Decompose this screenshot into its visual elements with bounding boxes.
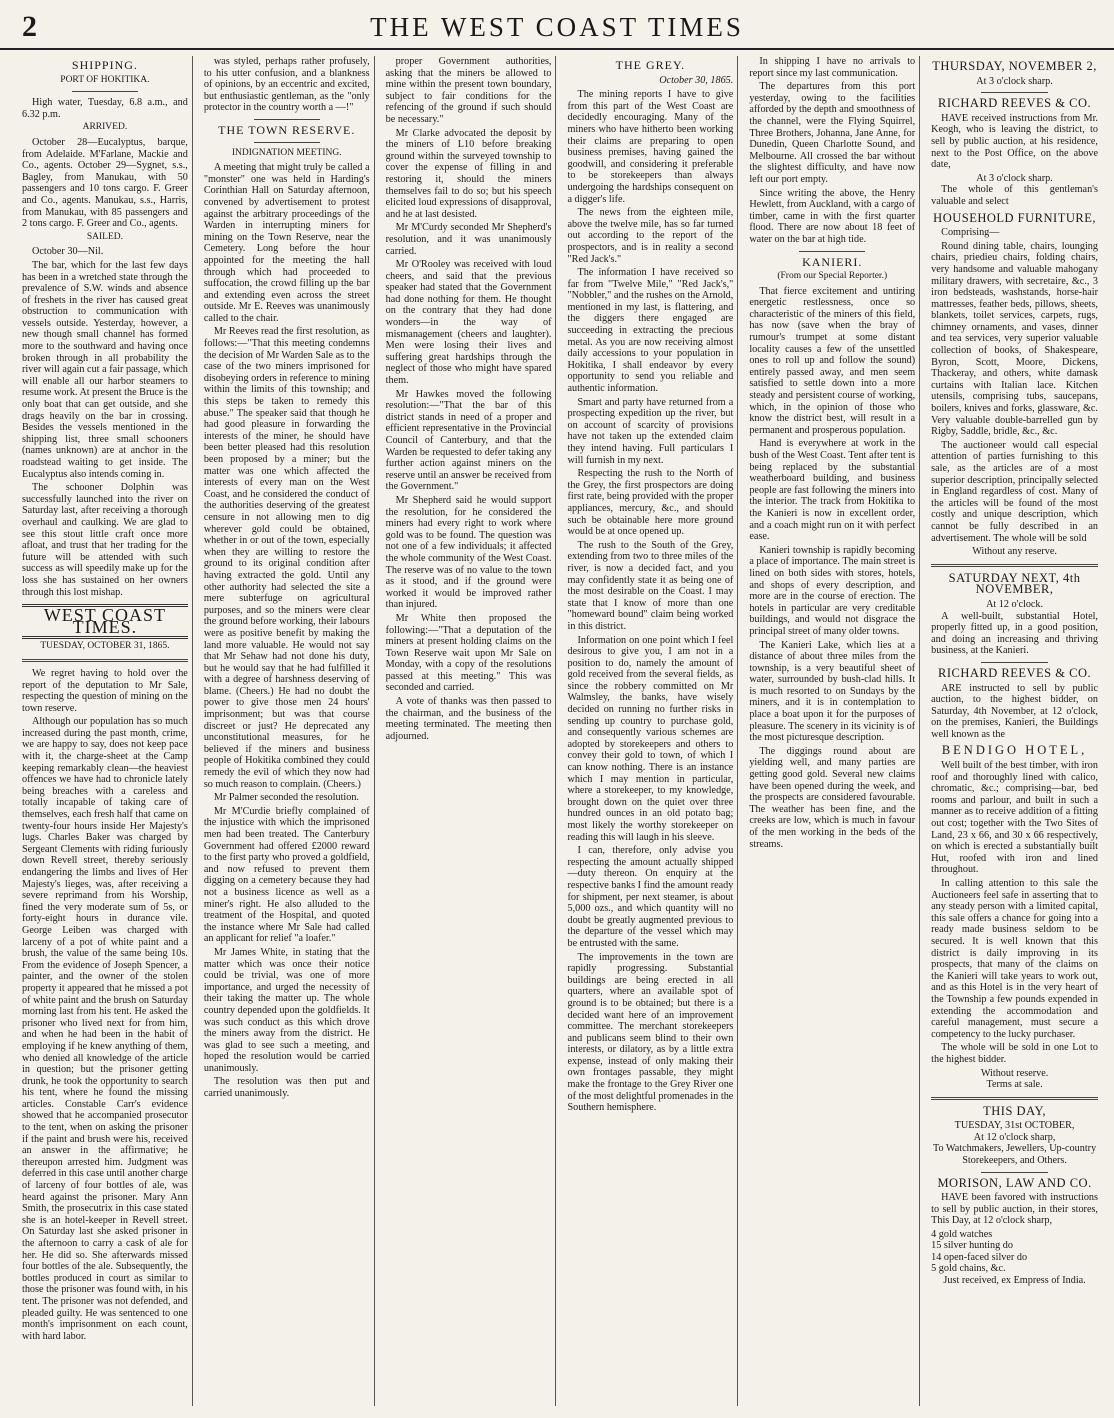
article-paragraph: The rush to the South of the Grey, extending from two to three miles of the river, is now a decided fact, and you may confidently state it as being one of the most desirable on the Coast. I may state that I know of more than one "homeward bound" claim being worked in this district.: [567, 539, 734, 632]
article-paragraph: proper Government authorities, asking that the miners be allowed to mine within the present town boundary, subject to fair conditions for the refencing of the ground if such should be necessary.": [385, 56, 552, 125]
ad-body: The whole of this gentleman's valuable and select: [931, 184, 1098, 207]
column-6: [927, 56, 1102, 1406]
article-paragraph: I can, therefore, only advise you respecting the amount actually shipped—duty thereon. On enquiry at the respective banks I find the amount ready for shipment, per next steamer, is about 5,000 ozs., and which quantity will no doubt be greatly augmented previous to the departure of the vessel which may be entrusted with the same.: [567, 845, 734, 949]
masthead: [0, 0, 1114, 50]
ad-item: 5 gold chains, &c.: [931, 1263, 1006, 1275]
ad-body: Well built of the best timber, with iron roof and thoroughly lined with calico, chromatic, &c.; comprising—bar, bed rooms and parlour, and built in such a manner as to receive addition of a fitting out cost; together with the Two Sites of Land, 23 x 66, and 30 x 66 respectively, on which is erected a substantially built Hut, roofed with iron and lined throughout.: [931, 760, 1098, 876]
article-paragraph: Mr Hawkes moved the following resolution:—"That the bar of this district stands in need of a proper and efficient representative in the Provincial Council of Canterbury, and that the Warden be requested to defer taking any further action against miners on the reserve until an answer be received from the Government.": [385, 388, 552, 493]
article-paragraph: Mr Clarke advocated the deposit by the miners of L10 before breaking ground within the surveyed township to cover the expense of filling in and restoring it, should the miners themselves fail to do so; but his speech elicited loud expressions of disapproval, and he at last desisted.: [385, 127, 552, 220]
divider: [931, 564, 1098, 567]
article-paragraph: Mr James White, in stating that the matter which was once their notice could be trivial, was one of more importance, and urged the necessity of their taking the matter up. The whole country depended upon the goldfields. It was such conduct as this which drove the miners away from the district. He was glad to see such a meeting, and hoped the resolution would be carried unanimously.: [203, 946, 370, 1074]
article-paragraph: Since writing the above, the Henry Hewlett, from Auckland, with a cargo of timber, came in with the first quarter flood. There are now about 18 feet of water on the bar at high tide.: [749, 187, 916, 245]
ad-title: HOUSEHOLD FURNITURE,: [933, 210, 1096, 225]
divider: [254, 119, 320, 120]
issue-date: TUESDAY, OCTOBER 31, 1865.: [40, 641, 170, 652]
article-paragraph: Information on one point which I feel desirous to give you, I am not in a position to do, namely the amount of gold received from the several fields, as since the robbery committed on Mr Walmsley, the banks, have wisely decided on running no further risks in sending up country to purchase gold, and consequently various schemes are adopted by storekeepers and others to convey their gold to town, of which I can know nothing. There is an instance which I may mention in particular, where a storekeeper, to my knowledge, brought down on the quiet over three hundred ounces in an old potato bag; most likely the worthy storekeeper on reading this will laugh in his sleeve.: [567, 634, 734, 843]
ad-body: HAVE received instructions from Mr. Keogh, who is leaving the district, to sell by public auction, at his residence, next to the Post Office, on the above date,: [931, 112, 1098, 171]
ad-items: Round dining table, chairs, lounging chairs, priedieu chairs, folding chairs, very handsome and valuable mahogany military drawers, with secretaire, &c., 3 iron bedsteads, washstands, horse-hair mattresses, feather beds, pillows, sheets, blankets, toilet services, carpets, rugs, chimney ornaments, and vases, dinner and tea services, very superior valuable collection of books, of Shakespeare, Byron, Scott, Moore, Dickens, Thackeray, and others, white damask curtains with Italian lace. Kitchen utensils, comprising tubs, saucepans, boilers, knives and forks, glassware, &c. Very valuable double-barrelled gun by Rigby, Saddle, bridle, &c., &c.: [931, 240, 1098, 438]
divider: [931, 1097, 1098, 1100]
article-paragraph: A vote of thanks was then passed to the chairman, and the business of the meeting terminated. The meeting then adjourned.: [385, 696, 552, 742]
shipping-paragraph: The bar, which for the last few days has been in a wretched state through the prevalence of S.W. winds and absence of freshets in the river has caused great obstruction to communication with vessels outside. Yesterday, however, a new though small channel has formed more to the southward and having once broken through in all probability the river will again cut a fair passage, which will enable all our harbor steamers to resume work. At present the Bruce is the only boat that can get outside, and she drags heavily on the bar in crossing. Besides the vessels mentioned in the shipping list, three small schooners (names unknown) are at anchor in the roadstead waiting to get inside. The Eucalyptus also intends coming in.: [22, 259, 188, 480]
article-paragraph: The mining reports I have to give from this part of the West Coast are decidedly encouraging. Many of the miners who have hitherto been working their claims are preparing to open business premises, having gained the goodwill, and considering it preferable to be storekeepers than always undergoing the hardships consequent on a digger's life.: [567, 89, 734, 205]
article-paragraph: In shipping I have no arrivals to report since my last communication.: [749, 56, 916, 79]
ad-item-list: [931, 1229, 1098, 1275]
column-5: [745, 56, 920, 1406]
article-paragraph: The improvements in the town are rapidly progressing. Substantial buildings are being erected in all quarters, where an available spot of ground is to be obtained; but there is a decided want here of an improvement committee. The merchant storekeepers and publicans seem blind to their own interests, or dilatory, as by a little extra expense, instead of only making their own frontages passable, they might make the frontage to the Grey River one of the most delightful promenades in the Southern hemisphere.: [567, 951, 734, 1114]
article-paragraph: That fierce excitement and untiring energetic restlessness, once so characteristic of the miners of this field, has now (save when the bray of rumour's trumpet at some distant locality causes a few of the unsettled ones to roll up and follow the sound) entirely passed away, and men seem satisfied to settle down into a more steady and persistent course of working, which, in the opinion of those who know the district best, will result in a permanent and prosperous population.: [749, 285, 916, 436]
editorial-paragraph: We regret having to hold over the report of the deputation to Mr Sale, respecting the question of mining on the town reserve.: [22, 667, 188, 714]
grey-date: October 30, 1865.: [659, 74, 734, 86]
ad-close: Just received, ex Empress of India.: [943, 1274, 1086, 1286]
article-paragraph: Mr White then proposed the following:—"That a deputation of the miners at present holding claims on the Town Reserve wait upon Mr Sale on Monday, with a copy of the resolutions passed at this meeting." This was seconded and carried.: [385, 612, 552, 694]
divider: [254, 142, 320, 143]
ad-date: TUESDAY, 31st OCTOBER,: [954, 1120, 1075, 1132]
article-paragraph: The news from the eighteen mile, above the twelve mile, has so far turned out according to the report of the prospectors, and is in reality a second "Red Jack's.": [567, 207, 734, 265]
arrived-text: October 28—Eucalyptus, barque, from Adelaide. M'Farlane, Mackie and Co., agents. October 29—Sygnet, s.s., Bagley, from Manukau, with 50 passengers and 10 tons cargo. F. Greer and Co., agents. Manukau, s.s., Harris, from Manukau, with 85 passengers and 2 tons cargo. F. Greer and Co., agents.: [22, 136, 188, 230]
town-reserve-heading: THE TOWN RESERVE.: [218, 122, 356, 137]
ad-date: SATURDAY NEXT, 4th NOVEMBER,: [948, 570, 1081, 597]
ad-note: In calling attention to this sale the Auctioneers feel safe in asserting that to any steady person with a limited capital, this sale offers a chance for going into a ready made business seldom to be secured. It is well known that this district is daily improving in its prospects, that many of the claims on the Kanieri will take years to work out, and as this Hotel is in the very heart of the Township a few pounds expended in extending the accommodation and careful management, must secure a competency to the lucky purchaser.: [931, 878, 1098, 1040]
sailed-text: October 30—Nil.: [32, 246, 104, 258]
arrived-label: ARRIVED.: [82, 122, 128, 133]
column-2: [200, 56, 375, 1406]
columns: [18, 56, 1102, 1406]
ad-note: The auctioneer would call especial attention of parties furnishing to this sale, as the articles are of a most superior description, principally selected in England regardless of cost. Many of the articles will be found of the most costly and unique description, which cannot be fully described in an advertisement. The whole will be sold: [931, 439, 1098, 544]
ad-item: 15 silver hunting do: [931, 1240, 1013, 1252]
ad-body: A well-built, substantial Hotel, properly fitted up, in a good position, and doing an increasing and thriving business, at the Kanieri.: [931, 610, 1098, 657]
ad-date: THIS DAY,: [983, 1103, 1046, 1118]
divider: [981, 92, 1048, 93]
ad-time: At 3 o'clock sharp.: [976, 75, 1053, 87]
article-paragraph: Mr M'Curdie briefly complained of the injustice with which the imprisoned men had been treated. The Canterbury Government had offered £2000 reward to the first party who proved a goldfield, and now refused to prevent them digging on a cemetery because they had not a business licence as well as a miner's right. He also alluded to the treatment of the Hospital, and quoted the instance where Mr Sale had called an applicant for relief "a loafer.": [203, 805, 370, 945]
ad-body: ARE instructed to sell by public auction, to the highest bidder, on Saturday, 4th November, at 12 o'clock, on the premises, Kanieri, the Buildings well known as the: [931, 682, 1098, 740]
article-paragraph: The departures from this port yesterday, owing to the facilities afforded by the depth and smoothness of the channel, were the Flying Squirrel, Three Brothers, Johanna, Jane Anne, for Dunedin, Queen Charlotte Sound, and Melbourne. All crossed the bar without the slightest difficulty, and have now left our port empty.: [749, 81, 916, 185]
ad-close: Without any reserve.: [972, 546, 1057, 558]
page-number: 2: [22, 10, 37, 43]
port-heading: PORT OF HOKITIKA.: [60, 74, 150, 85]
sailed-label: SAILED.: [86, 231, 123, 242]
ad-time: At 12 o'clock sharp,: [973, 1131, 1056, 1143]
article-paragraph: Mr Reeves read the first resolution, as follows:—"That this meeting condemns the decision of Mr Warden Sale as to the case of the two miners imprisoned for disobeying orders in reference to mining within the limits of this township; and this steps be taken to remedy this abuse." The speaker said that though he had good pleasure in forwarding the interests of the miner, he should have been better pleased had this resolution been proposed by a miner; but the matter was one which affected the interests of every man on the West Coast, and he considered the conduct of the authorities deserving of the greatest censure in not allowing men to dig wherever gold could be obtained, whether in or out of the town, especially when they are willing to restore the ground to its original condition after having extracted the gold. Until any other authority had selected the site a mere subterfuge on agricultural purposes, and so the miners were clear the ground before working, their labours were as positive benefit by making the land more valuable. He would not say that Mr Sehaw had not done his duty, but he would say that he had fulfilled it with a degree of harshness deserving of blame. (Cheers.) He had no doubt the power to give those men 24 hours' imprisonment; but was that course discreet or just? He deprecated any unconstitutional measures, for he believed if the miners and business people of Hokitika combined they could remedy the evil of which they now had so much reason to complain. (Cheers.): [203, 326, 370, 790]
paper-title: THE WEST COAST TIMES: [370, 12, 744, 42]
divider: [799, 251, 865, 252]
ad-comprising: Comprising—: [941, 227, 1000, 239]
ad-note: The whole will be sold in one Lot to the highest bidder.: [931, 1042, 1098, 1065]
divider: [22, 659, 188, 662]
paper-name: WEST COAST TIMES.: [22, 604, 188, 639]
ad-body: HAVE been favored with instructions to sell by public auction, in their stores, This Day, at 12 o'clock sharp,: [931, 1192, 1098, 1227]
ad-firm: RICHARD REEVES & CO.: [938, 665, 1092, 680]
article-paragraph: Smart and party have returned from a prospecting expedition up the river, but on account of scarcity of provisions have not taken up the extended claim they intend having. Full particulars I will furnish in my next.: [567, 396, 734, 466]
ad-firm: RICHARD REEVES & CO.: [938, 96, 1092, 111]
shipping-paragraph: The schooner Dolphin was successfully launched into the river on Saturday last, after receiving a thorough overhaul and caulking. We are glad to see this stout little craft once more afloat, and trust that her trading for the future will be attended with such success as will speedily make up for the loss she has sustained on her owners through this lost mishap.: [22, 482, 188, 598]
ad-title: BENDIGO HOTEL,: [941, 743, 1088, 758]
ad-time: At 12 o'clock.: [986, 598, 1044, 610]
divider: [981, 662, 1048, 663]
ad-audience: To Watchmakers, Jewellers, Up-country Storekeepers, and Others.: [932, 1143, 1097, 1167]
ad-firm: MORISON, LAW AND CO.: [937, 1175, 1092, 1190]
column-4: [563, 56, 738, 1406]
kanieri-heading: KANIERI.: [802, 254, 863, 269]
article-paragraph: Mr Palmer seconded the resolution.: [213, 792, 359, 804]
divider: [981, 1172, 1048, 1173]
ad-close: Terms at sale.: [986, 1079, 1043, 1091]
ad-item: 14 open-faced silver do: [931, 1251, 1028, 1263]
ad-close: Without reserve.: [980, 1067, 1049, 1079]
article-paragraph: Mr Shepherd said he would support the resolution, for he considered the miners had every right to work where gold was to be found. The question was not one of a few individuals; it affected the whole community of the West Coast. The reserve was of no value to the town as it stood, and if the ground were worked it would be improved rather than injured.: [385, 494, 552, 611]
article-paragraph: Respecting the rush to the North of the Grey, the first prospectors are doing first rate, being provided with the proper appliances, mercury, &c., and should such be obtainable here more ground would be at once opened up.: [567, 468, 734, 538]
article-paragraph: The information I have received so far from "Twelve Mile," "Red Jack's," "Nobbler," and the rushes on the Arnold, mentioned in my last, is flattering, and the diggers there engaged are succeeding in extracting the precious metal. As you are now receiving almost daily accessions to your population in Hokitika, I shall endeavor by every opportunity to send you reliable and authentic information.: [567, 267, 734, 395]
column-3: [382, 56, 557, 1406]
article-paragraph: The diggings round about are yielding well, and many parties are getting good gold. Several new claims have been opened during the week, and the prospects are considered favourable. The weather has been fine, and the creeks are low, which is much in favour of the men working in the beds of the streams.: [749, 745, 916, 850]
ad-time: At 3 o'clock sharp.: [976, 172, 1053, 184]
article-paragraph: The resolution was then put and carried unanimously.: [203, 1076, 370, 1100]
tide-line: High water, Tuesday, 6.8 a.m., and 6.32 p.m.: [22, 97, 188, 120]
article-paragraph: Hand is everywhere at work in the bush of the West Coast. Tent after tent is being replaced by the substantial weatherboard building, and business people are fast following the miners into the interior. The track from Hokitika to the Kanieri is now in excellent order, and a coach might run on it with perfect ease.: [749, 438, 916, 543]
column-1: [18, 56, 193, 1406]
article-paragraph: Mr M'Curdy seconded Mr Shepherd's resolution, and it was unanimously carried.: [385, 222, 552, 257]
article-paragraph: A meeting that might truly be called a "monster" one was held in Harding's Corinthian Hall on Saturday afternoon, convened by advertisement to protest against the arbitrary proceedings of the Warden in interrupting miners for mining on the Town Reserve, near the Cemetery. Long before the hour appointed for the meeting the hall through which had proceeded to suffocation, the crowd filling up the bar and extending even across the street outside. Mr E. Reeves was unanimously called to the chair.: [203, 162, 370, 324]
kanieri-subheading: (From our Special Reporter.): [777, 271, 888, 282]
grey-heading: THE GREY.: [615, 58, 686, 72]
shipping-heading: SHIPPING.: [71, 58, 138, 72]
indignation-subheading: INDIGNATION MEETING.: [231, 147, 342, 158]
article-paragraph: Mr O'Rooley was received with loud cheers, and said that the previous speaker had stated that the Government had done nothing for them. He thought on the contrary that they had done wonders—in the way of mismanagement (cheers and laughter). Men were losing their lives and suffering great hardships through the neglect of those who might have spared them.: [385, 259, 552, 387]
ad-date: THURSDAY, NOVEMBER 2,: [932, 59, 1097, 73]
ad-item: 4 gold watches: [931, 1229, 993, 1241]
divider: [72, 91, 138, 92]
article-paragraph: The Kanieri Lake, which lies at a distance of about three miles from the township, is a very beautiful sheet of water, surrounded by bush-clad hills. It is much resorted to on Sundays by the miners, and it is in contemplation to place a boat upon it for the purposes of pleasure. The scenery in its vicinity is of the most picturesque description.: [749, 639, 916, 744]
editorial-paragraph: Although our population has so much increased during the past month, crime, we are happy to say, does not keep pace with it, the charge-sheet at the Camp keeping remarkably clean—the heaviest offences we have had to chronicle lately being breaches with a careless and totally incapable of taking care of themselves, each fresh half that came on twenty-four hours inside Her Majesty's lugs. Charles Baker was charged by Sergeant Clements with riding furiously down Revell street, thereby seriously endangering the limbs and lives of Her Majesty's lieges, was, after receiving a severe reprimand from his Worship, fined the very moderate sum of 5s, or forty-eight hours in durance vile. George Leiben was charged with larceny of a pot of white paint and a brush, the value of the same being 10s. From the evidence of Joseph Spencer, a painter, and the owner of the stolen property it appeared that he missed a pot of white paint and the brush on Saturday morning last from his tent. He asked the prisoner who lived next for from him, and when he had been in the habit of employing if he knew anything of them, who denied all knowledge of the article in question; but the prisoner getting drunk, he took the opportunity to search his tent, where he found the missing articles. Constable Carr's evidence showed that he accompanied prosecutor to the tent, when on asking the prisoner if the paint and brush were his, received an answer in the affirmative; he thereupon arrested him. Judgment was deferred in this case until another charge of larceny of four bottles of ale, was heard against the prisoner. Mary Ann Smith, the prosecutrix in this case stated she is an hotel-keeper in Revell street. On Saturday last she asked prisoner in the afternoon to carry a cask of ale for her. He did so. She afterwards missed four bottles of the ale. Subsequently, the bottles produced in court as similar to those the prisoner was found with, in his tent. The prisoner was not defended, and pleaded guilty. He was sentenced to one month's imprisonment on each count, with hard labor.: [22, 716, 188, 1342]
article-paragraph: was styled, perhaps rather profusely, to his utter confusion, and a blankness of opinions, by an eccentric and excited, but enthusiastic gentleman, as the "only protector in the country worth a —!": [203, 56, 370, 114]
article-paragraph: Kanieri township is rapidly becoming a place of importance. The main street is lined on both sides with stores, hotels, and shops of every description, and more are in the course of erection. The hotels in particular are very creditable buildings, and would not disgrace the principal street of many older towns.: [749, 544, 916, 637]
